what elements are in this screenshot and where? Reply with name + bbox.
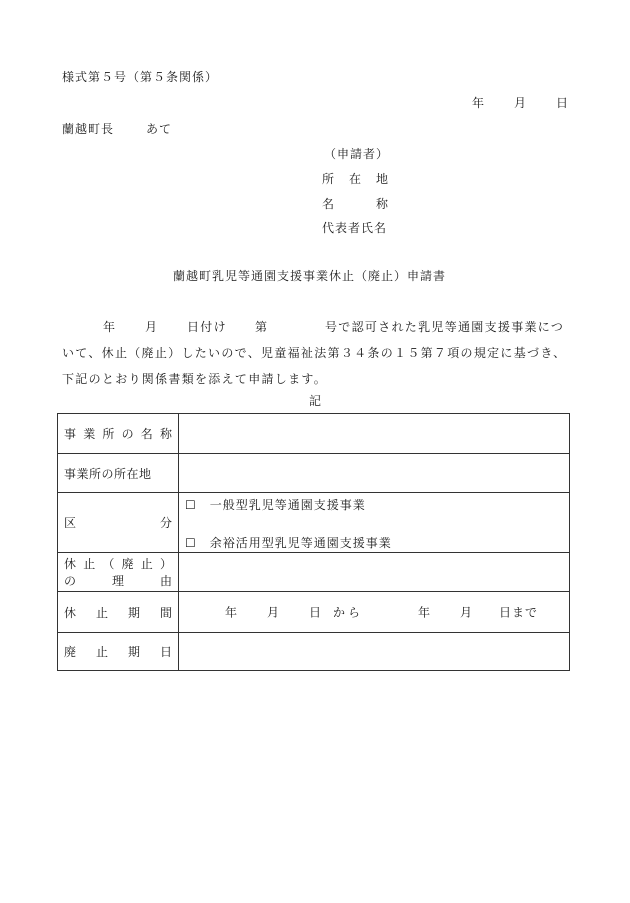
label-char: 止 — [140, 557, 153, 571]
period-from-year: 年 — [225, 605, 238, 620]
label-char: 理 — [111, 574, 124, 588]
body-month: 月 — [145, 320, 159, 334]
facility-address-label: 事業所の所在地 — [58, 454, 179, 493]
applicant-name-label — [322, 195, 388, 212]
label-char: ） — [159, 557, 172, 571]
suspension-reason-field[interactable] — [179, 553, 570, 592]
table-row — [58, 454, 570, 493]
period-to-month: 月 — [460, 605, 473, 620]
period-from: から — [333, 605, 364, 620]
label-char: 称 — [159, 427, 172, 441]
suspension-period-field[interactable] — [179, 592, 570, 633]
body-paragraph — [62, 314, 572, 392]
label-char: 廃 — [64, 645, 77, 659]
applicant-representative-label: 代表者氏名 — [322, 221, 388, 235]
period-to-day: 日まで — [499, 605, 539, 620]
reason-label-line-2 — [64, 572, 172, 589]
label-char: 区 — [64, 516, 77, 530]
table-row — [58, 553, 570, 592]
label-char: 事 — [64, 427, 77, 441]
label-char: 期 — [127, 605, 140, 620]
label-char: 所 — [102, 427, 115, 441]
body-dai: 第 — [255, 320, 269, 334]
date-day: 日 — [556, 96, 569, 110]
date-month: 月 — [514, 96, 527, 110]
body-line1-rest: 号で認可された乳児等通園支援事業につ — [325, 320, 565, 334]
form-number: 様式第５号（第５条関係） — [62, 70, 219, 84]
label-char: の — [121, 427, 134, 441]
suspension-reason-label — [58, 553, 179, 592]
label-char: （ — [102, 557, 115, 571]
document-title: 蘭越町乳児等通園支援事業休止（廃止）申請書 — [173, 269, 447, 283]
facility-name-field[interactable] — [179, 414, 570, 454]
body-dated: 日付け — [187, 320, 227, 334]
category-options — [179, 493, 570, 553]
addressee: 蘭越町長 — [62, 122, 115, 136]
category-label — [58, 493, 179, 553]
date-year: 年 — [472, 96, 485, 110]
label-char: 由 — [159, 574, 172, 588]
label-char: 在 — [348, 172, 361, 186]
table-row — [58, 633, 570, 671]
label-char: 休 — [64, 605, 77, 620]
label-char: 止 — [95, 605, 108, 620]
label-char: 所 — [322, 172, 335, 186]
table-row — [58, 592, 570, 633]
label-char: 間 — [159, 605, 172, 620]
table-row — [58, 493, 570, 553]
facility-address-field[interactable] — [179, 454, 570, 493]
suspension-period-label — [58, 592, 179, 633]
label-char: 称 — [375, 197, 388, 211]
option-surplus-type[interactable]: ☐ 余裕活用型乳児等通園支援事業 — [185, 536, 392, 550]
period-from-day: 日 — [309, 605, 322, 620]
table-row — [58, 414, 570, 454]
abolition-date-label — [58, 633, 179, 671]
facility-name-label — [58, 414, 179, 454]
body-line-1 — [62, 314, 572, 340]
label-char: 廃 — [121, 557, 134, 571]
body-line-2: いて、休止（廃止）したいので、児童福祉法第３４条の１５第７項の規定に基づき、 — [62, 346, 567, 360]
applicant-address-label — [322, 170, 388, 187]
label-char: 休 — [64, 557, 77, 571]
body-line-3: 下記のとおり関係書類を添えて申請します。 — [62, 372, 328, 386]
label-char: 止 — [95, 645, 108, 659]
label-char: 名 — [140, 427, 153, 441]
label-char: 止 — [83, 557, 96, 571]
abolition-date-field[interactable] — [179, 633, 570, 671]
label-char: 地 — [375, 172, 388, 186]
label-char: の — [64, 574, 77, 588]
label-char: 分 — [159, 516, 172, 530]
applicant-heading: （申請者） — [324, 147, 390, 161]
label-char: 期 — [127, 645, 140, 659]
submission-date — [0, 94, 630, 110]
period-from-month: 月 — [267, 605, 280, 620]
label-char: 日 — [159, 645, 172, 659]
reason-label-line-1 — [64, 555, 172, 572]
ki-label: 記 — [309, 394, 322, 408]
label-char: 業 — [83, 427, 96, 441]
body-year: 年 — [103, 320, 117, 334]
option-general-type[interactable]: ☐ 一般型乳児等通園支援事業 — [185, 498, 366, 512]
addressee-suffix: あて — [146, 122, 173, 136]
period-to-year: 年 — [418, 605, 431, 620]
application-table — [57, 413, 570, 671]
label-char: 名 — [322, 197, 335, 211]
